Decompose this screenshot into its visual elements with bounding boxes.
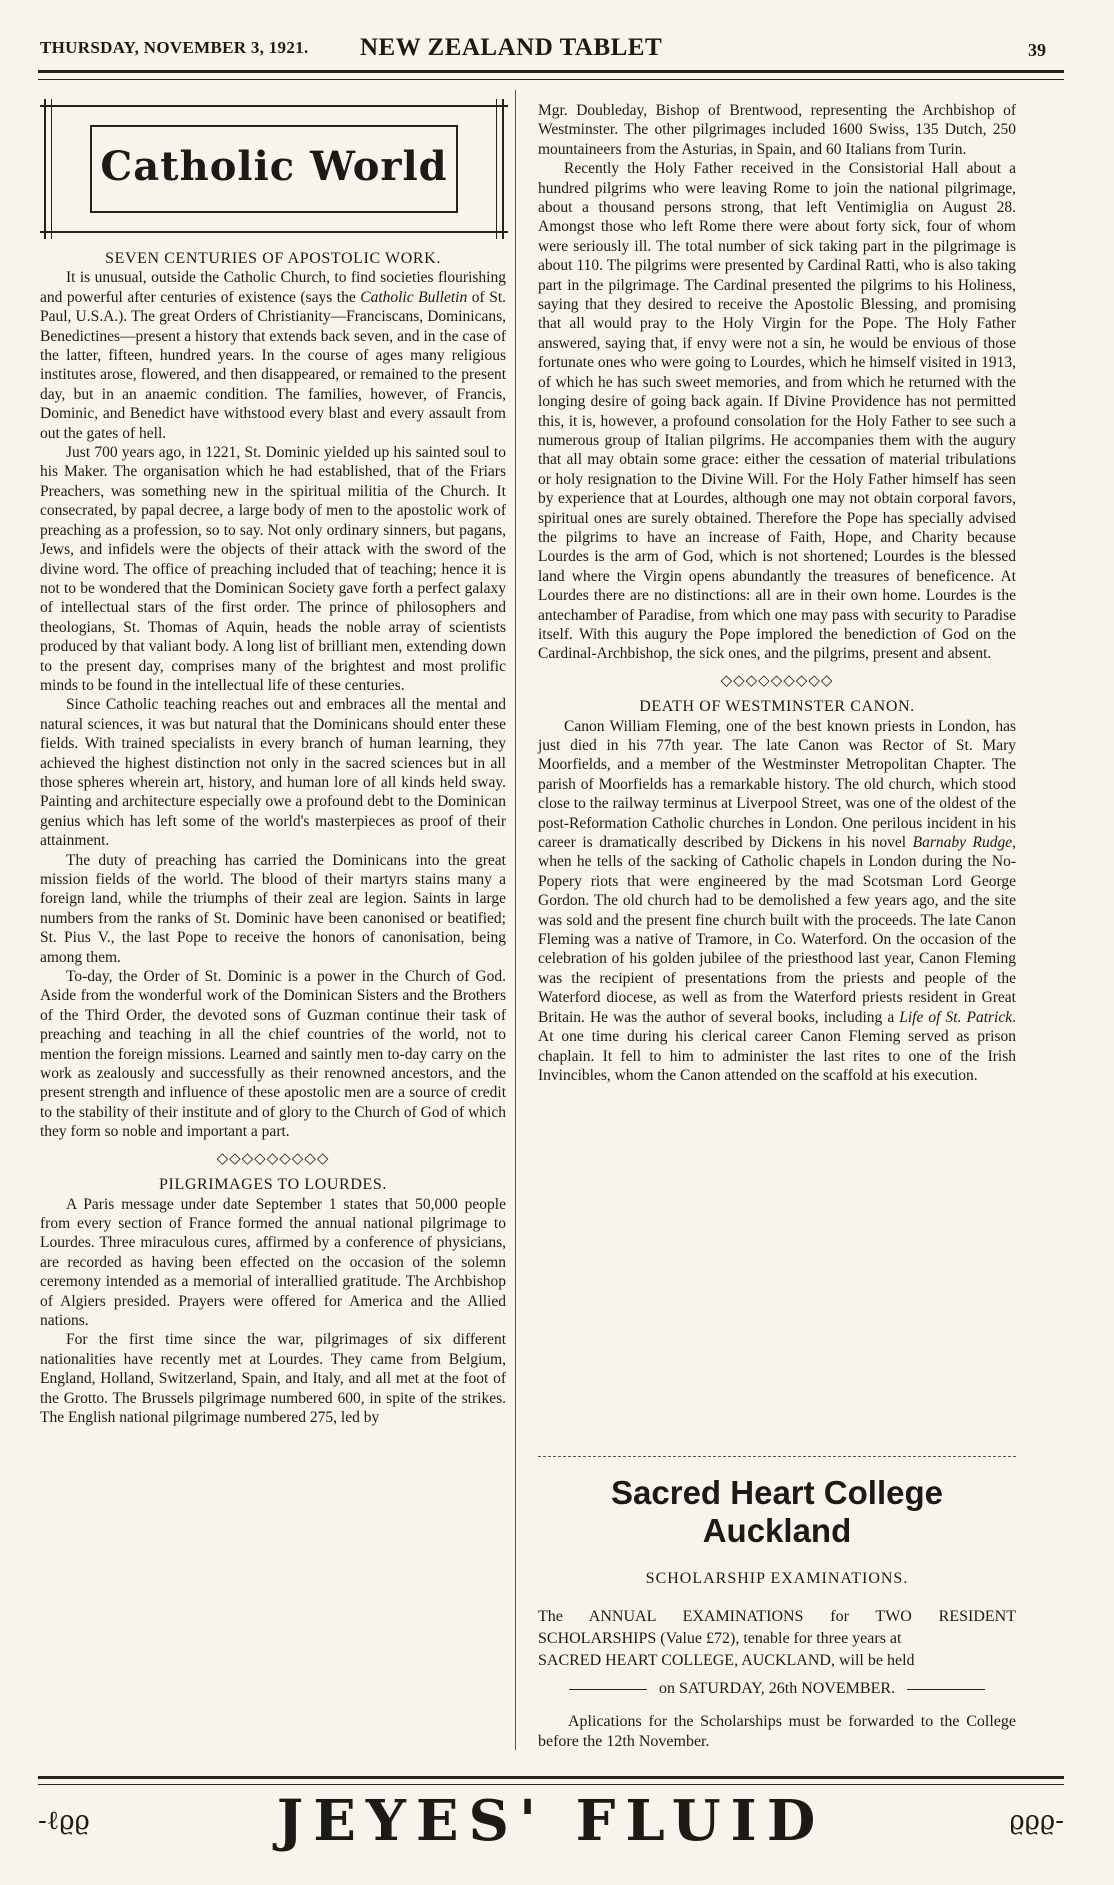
section-title-box [40,105,508,233]
advert-college-name: Sacred Heart College [611,1474,943,1511]
book-title: Barnaby Rudge [912,834,1013,852]
footer-rule [38,1776,1064,1785]
advert-top-rule [538,1456,1016,1457]
right-column [538,101,1016,1085]
advert-college-city: Auckland [702,1512,852,1549]
ornament-divider: ◇◇◇◇◇◇◇◇◇ [720,672,834,689]
header-date: THURSDAY, NOVEMBER 3, 1921. [40,38,309,57]
advert-date-line [538,1680,1016,1698]
article-paragraph: Mgr. Doubleday, Bishop of Brentwood, representing the Archbishop of Westminster. The other pilgrimages included 1600 Swiss, 135 Dutch, 250 mountaineers from the Asturias, in Spain, and 60 Italians from Turin. [538,102,1016,158]
advert-body: The ANNUAL EXAMINATIONS for TWO RESIDENT SCHOLARSHIPS (Value £72), tenable for three years at [538,1608,1016,1647]
left-column [40,249,506,1427]
header-rule [38,70,1064,80]
article-paragraph: To-day, the Order of St. Dominic is a power in the Church of God. Aside from the wonderful work of the Dominican Sisters and the Brothers of the Third Order, the devoted sons of Guzman continue their task of preaching and teaching in all the chief countries of the world, not to mention the foreign missions. Learned and saintly men to-day carry on the work as zealously and successfully as their renowned ancestors, and the present strength and influence of these apostolic men are a source of credit to the stability of their institute and of glory to the Church of God of which they form so noble and important a part. [40,968,506,1141]
text-run: , when he tells of the sacking of Catholic chapels in London during the No-Popery riots that were engineered by the mad Scotsman Lord George Gordon. The old church had to be demolished a few years ago, and the site was sold and the present fine church built with the proceeds. The late Canon Fleming was a native of Tramore, in Co. Waterford. On the occasion of the celebration of his golden jubilee of the priesthood last year, Canon Fleming was the recipient of presentations from the priests and people of the Waterford diocese, as well as from the Waterford priests resident in Great Britain. He was the author of several books, including a [538,834,1017,1026]
article-paragraph: For the first time since the war, pilgrimages of six different nationalities have recently met at Lourdes. They came from Belgium, England, Holland, Switzerland, Spain, and Italy, and all met at the foot of the Grotto. The Brussels pilgrimage numbered 600, in spite of the strikes. The English national pilgrimage numbered 275, led by [40,1331,506,1426]
column-divider [515,90,516,1750]
text-run: . At one time during his clerical career Canon Fleming served as prison chaplain. It fell to him to administer the last rites to one of the Irish Invincibles, whom the Canon attended on the scaffold at his execution. [538,1008,1016,1084]
section-title: Catholic World [100,143,448,190]
advert-subheading: SCHOLARSHIP EXAMINATIONS. [645,1570,909,1587]
publication-name: Catholic Bulletin [360,288,468,306]
text-run: of St. Paul, U.S.A.). The great Orders of Christianity—Franciscans, Dominicans, Benedictines—present a history that extends back seven, and in the case of the latter, fifteen, hundred years. In the course of ages many religious institutes arose, flowered, and then disappeared, or remained to the present day, but in an anaemic condition. The families, however, of Francis, Dominic, and Benedict have withstood every blast and every assault from out the gates of hell. [40,288,506,442]
advert-body-continued: SACRED HEART COLLEGE, AUCKLAND, will be held [538,1652,915,1669]
jeyes-fluid-banner [38,1786,1064,1856]
article-paragraph: A Paris message under date September 1 states that 50,000 people from every section of France formed the annual national pilgrimage to Lourdes. Three miraculous cures, affirmed by a conference of physicians, are recorded as having been effected on the occasion of the solemn ceremony intended as a memorial of interallied gratitude. The Archbishop of Algiers presided. Prayers were offered for America and the Allied nations. [40,1195,506,1329]
rule-left [569,1689,647,1690]
article-heading-pilgrimages: PILGRIMAGES TO LOURDES. [159,1176,387,1194]
article-paragraph: Since Catholic teaching reaches out and embraces all the mental and natural sciences, it was but natural that the Dominicans should enter these fields. With trained specialists in every branch of human learning, they achieved the highest distinction not only in the sacred sciences but in all those spheres wherein art, history, and human lore of all kinds held sway. Painting and architecture especially owe a profound debt to the Dominican genius which has left some of the world's masterpieces as proof of their attainment. [40,696,506,850]
text-run: Canon William Fleming, one of the best known priests in London, has just died in his 77th year. The late Canon was Rector of St. Mary Moorfields, and a member of the Westminster Metropolitan Chapter. The parish of Moorfields has a remarkable history. The old church, which stood close to the railway terminus at Liverpool Street, was one of the oldest of the post-Reformation Catholic churches in London. One perilous incident in his career is dramatically described by Dickens in his novel [538,717,1016,852]
advert-note: Aplications for the Scholarships must be forwarded to the College before the 12th November. [538,1713,1016,1750]
article-paragraph: Recently the Holy Father received in the Consistorial Hall about a hundred pilgrims who were leaving Rome to join the national pilgrimage, about a thousand persons strong, that left Ventimiglia on August 28. Amongst those who left Rome there were about forty sick, four of whom were seriously ill. The total number of sick taking part in the pilgrimage is about 110. The pilgrims were presented by Cardinal Ratti, who is also taking part in the pilgrimage. The Cardinal presented the pilgrims to his Holiness, saying that they desired to receive the Apostolic Blessing, and promising that all would pray to the Holy Virgin for the Pope. The Holy Father answered, saying that, if envy were not a sin, he would be envious of those fortunate ones who were going to Lourdes, which he himself visited in 1913, of which he has such sweet memories, and from which he returned with the longing desire of going back again. If Divine Providence has not permitted this, it is, however, a profound consolation for the Holy Father to see such a numerous group of Italian pilgrims. He accompanies them with the augury that all may obtain some grace: either the cessation of material tribulations or holy resignation to the Divine Will. For the Holy Father himself has seen by experience that at Lourdes, although one may not obtain corporal favors, spiritual ones are surely obtained. Therefore the Pope has specially advised the pilgrims to have an increase of Faith, Hope, and Charity because Lourdes is the arm of God, which is not shortened; Lourdes is the blessed land where the Virgin opens abundantly the treasures of beneficence. At Lourdes there are no distinctions: all are in their own home. Lourdes is the antechamber of Paradise, from which one may pass with security to Paradise itself. With this augury the Pope implored the benediction of God on the Cardinal-Archbishop, the sick ones, and the pilgrims, present and absent. [538,160,1016,663]
page-number: 39 [1028,40,1046,60]
flourish-right: ϱϱϱ- [1009,1806,1064,1836]
article-paragraph: The duty of preaching has carried the Dominicans into the great mission fields of the world. The blood of their martyrs stains many a foreign land, while the triumphs of their zeal are legion. Saints in large numbers from the ranks of St. Dominic have been canonised or beatified; St. Pius V., the last Pope to receive the honors of canonisation, being among them. [40,851,506,966]
page-header [40,34,1060,74]
book-title: Life of St. Patrick [899,1008,1013,1026]
article-paragraph: Just 700 years ago, in 1221, St. Dominic yielded up his sainted soul to his Maker. The organisation which he had established, that of the Friars Preachers, was something new in the spiritual militia of the Church. It consecrated, by papal decree, a large body of men to the apostolic work of preaching as a profession, so to say. Not only ordinary sinners, but pagans, Jews, and infidels were the objects of their attack with the sword of the divine word. The office of preaching included that of teaching; hence it is not to be wondered that the Dominican Society gave forth a perfect galaxy of intellectual stars of the first order. The prince of philosophers and theologians, St. Thomas of Aquin, heads the noble array of scientists produced by that valiant body. A long list of brilliant men, extending down to the present day, comprises many of the brightest and most prolific minds to be found in the intellectual life of these centuries. [40,444,506,694]
jeyes-fluid-brand: JEYES' FLUID [276,1788,826,1854]
rule-right [907,1689,985,1690]
article-paragraph [40,268,506,443]
flourish-left: -ℓϱϱ [38,1806,90,1836]
article-heading-westminster-canon: DEATH OF WESTMINSTER CANON. [639,698,915,716]
header-title: NEW ZEALAND TABLET [360,34,663,61]
advert-date: on SATURDAY, 26th NOVEMBER. [658,1680,896,1697]
college-advert [538,1460,1016,1762]
ornament-divider: ◇◇◇◇◇◇◇◇◇ [216,1150,330,1167]
article-paragraph [538,717,1016,1086]
article-heading-seven-centuries: SEVEN CENTURIES OF APOSTOLIC WORK. [105,250,441,267]
text-run: It is unusual, outside the Catholic Church, to find societies flourishing and powerful after centuries of existence (says the [40,269,506,306]
